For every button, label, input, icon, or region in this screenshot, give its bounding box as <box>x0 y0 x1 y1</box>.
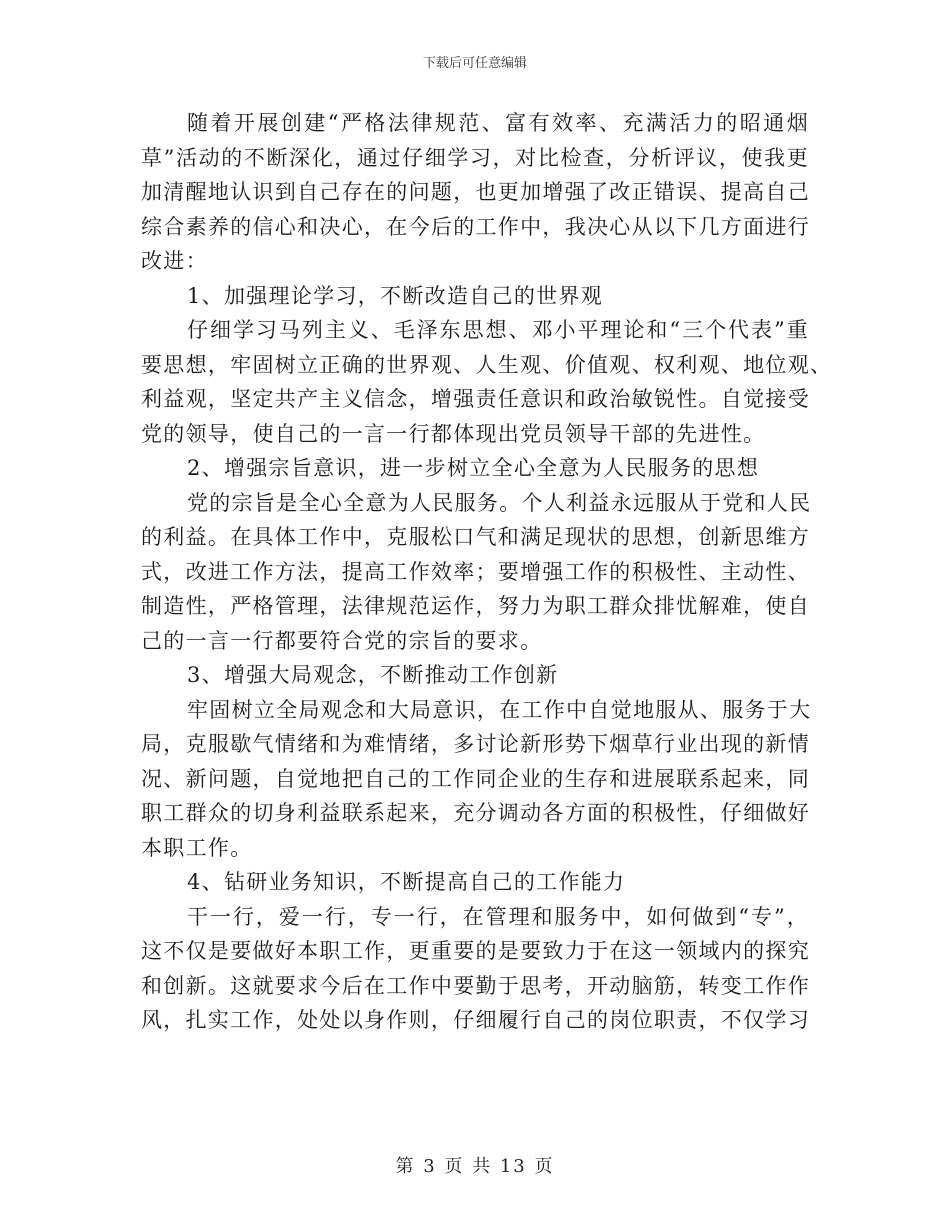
text-line: 己的一言一行都要符合党的宗旨的要求。 <box>141 628 543 653</box>
text-line: 的利益。在具体工作中，克服松口气和满足现状的思想，创新思维方 <box>141 525 810 549</box>
text-line: 加清醒地认识到自己存在的问题，也更加增强了改正错误、提高自己 <box>141 180 810 204</box>
text-line: 本职工作。 <box>141 835 253 860</box>
page-footer: 第 3 页 共 13 页 <box>395 1156 555 1177</box>
text-line: 这不仅是要做好本职工作，更重要的是要致力于在这一领域内的探究 <box>141 939 810 963</box>
text-line: 况、新问题，自觉地把自己的工作同企业的生存和进展联系起来，同 <box>141 766 810 791</box>
text-line: 综合素养的信心和决心，在今后的工作中，我决心从以下几方面进行 <box>141 214 810 239</box>
text-line: 草”活动的不断深化，通过仔细学习，对比检查，分析评议，使我更 <box>141 145 809 170</box>
text-line: 随着开展创建“严格法律规范、富有效率、充满活力的昭通烟 <box>187 111 809 135</box>
text-line: 制造性，严格管理，法律规范运作，努力为职工群众排忧解难，使自 <box>141 594 810 618</box>
text-line: 党的宗旨是全心全意为人民服务。个人利益永远服从于党和人民 <box>187 490 812 515</box>
text-line: 党的领导，使自己的一言一行都体现出党员领导干部的先进性。 <box>141 421 766 446</box>
text-line: 要思想，牢固树立正确的世界观、人生观、价值观、权利观、地位观、 <box>141 352 833 377</box>
text-line: 2、增强宗旨意识，进一步树立全心全意为人民服务的思想 <box>187 456 760 480</box>
text-line: 式，改进工作方法，提高工作效率；要增强工作的积极性、主动性、 <box>141 559 810 584</box>
document-body <box>141 106 833 1038</box>
text-line: 干一行，爱一行，专一行，在管理和服务中，如何做到“专”， <box>187 904 809 929</box>
text-line: 4、钻研业务知识，不断提高自己的工作能力 <box>187 870 626 894</box>
text-line: 3、增强大局观念，不断推动工作创新 <box>187 663 559 687</box>
text-line: 仔细学习马列主义、毛泽东思想、邓小平理论和“三个代表”重 <box>187 318 809 342</box>
text-line: 局，克服歇气情绪和为难情绪，多讨论新形势下烟草行业出现的新情 <box>141 732 810 756</box>
text-line: 风，扎实工作，处处以身作则，仔细履行自己的岗位职责，不仅学习 <box>141 1008 810 1032</box>
text-line: 利益观，坚定共产主义信念，增强责任意识和政治敏锐性。自觉接受 <box>141 387 810 411</box>
page-header: 下载后可任意编辑 <box>422 56 527 71</box>
text-line: 改进： <box>141 249 208 273</box>
text-line: 职工群众的切身利益联系起来，充分调动各方面的积极性，仔细做好 <box>141 801 810 825</box>
text-line: 牢固树立全局观念和大局意识，在工作中自觉地服从、服务于大 <box>187 697 812 722</box>
text-line: 和创新。这就要求今后在工作中要勤于思考，开动脑筋，转变工作作 <box>141 973 810 998</box>
text-line: 1、加强理论学习，不断改造自己的世界观 <box>187 283 604 308</box>
